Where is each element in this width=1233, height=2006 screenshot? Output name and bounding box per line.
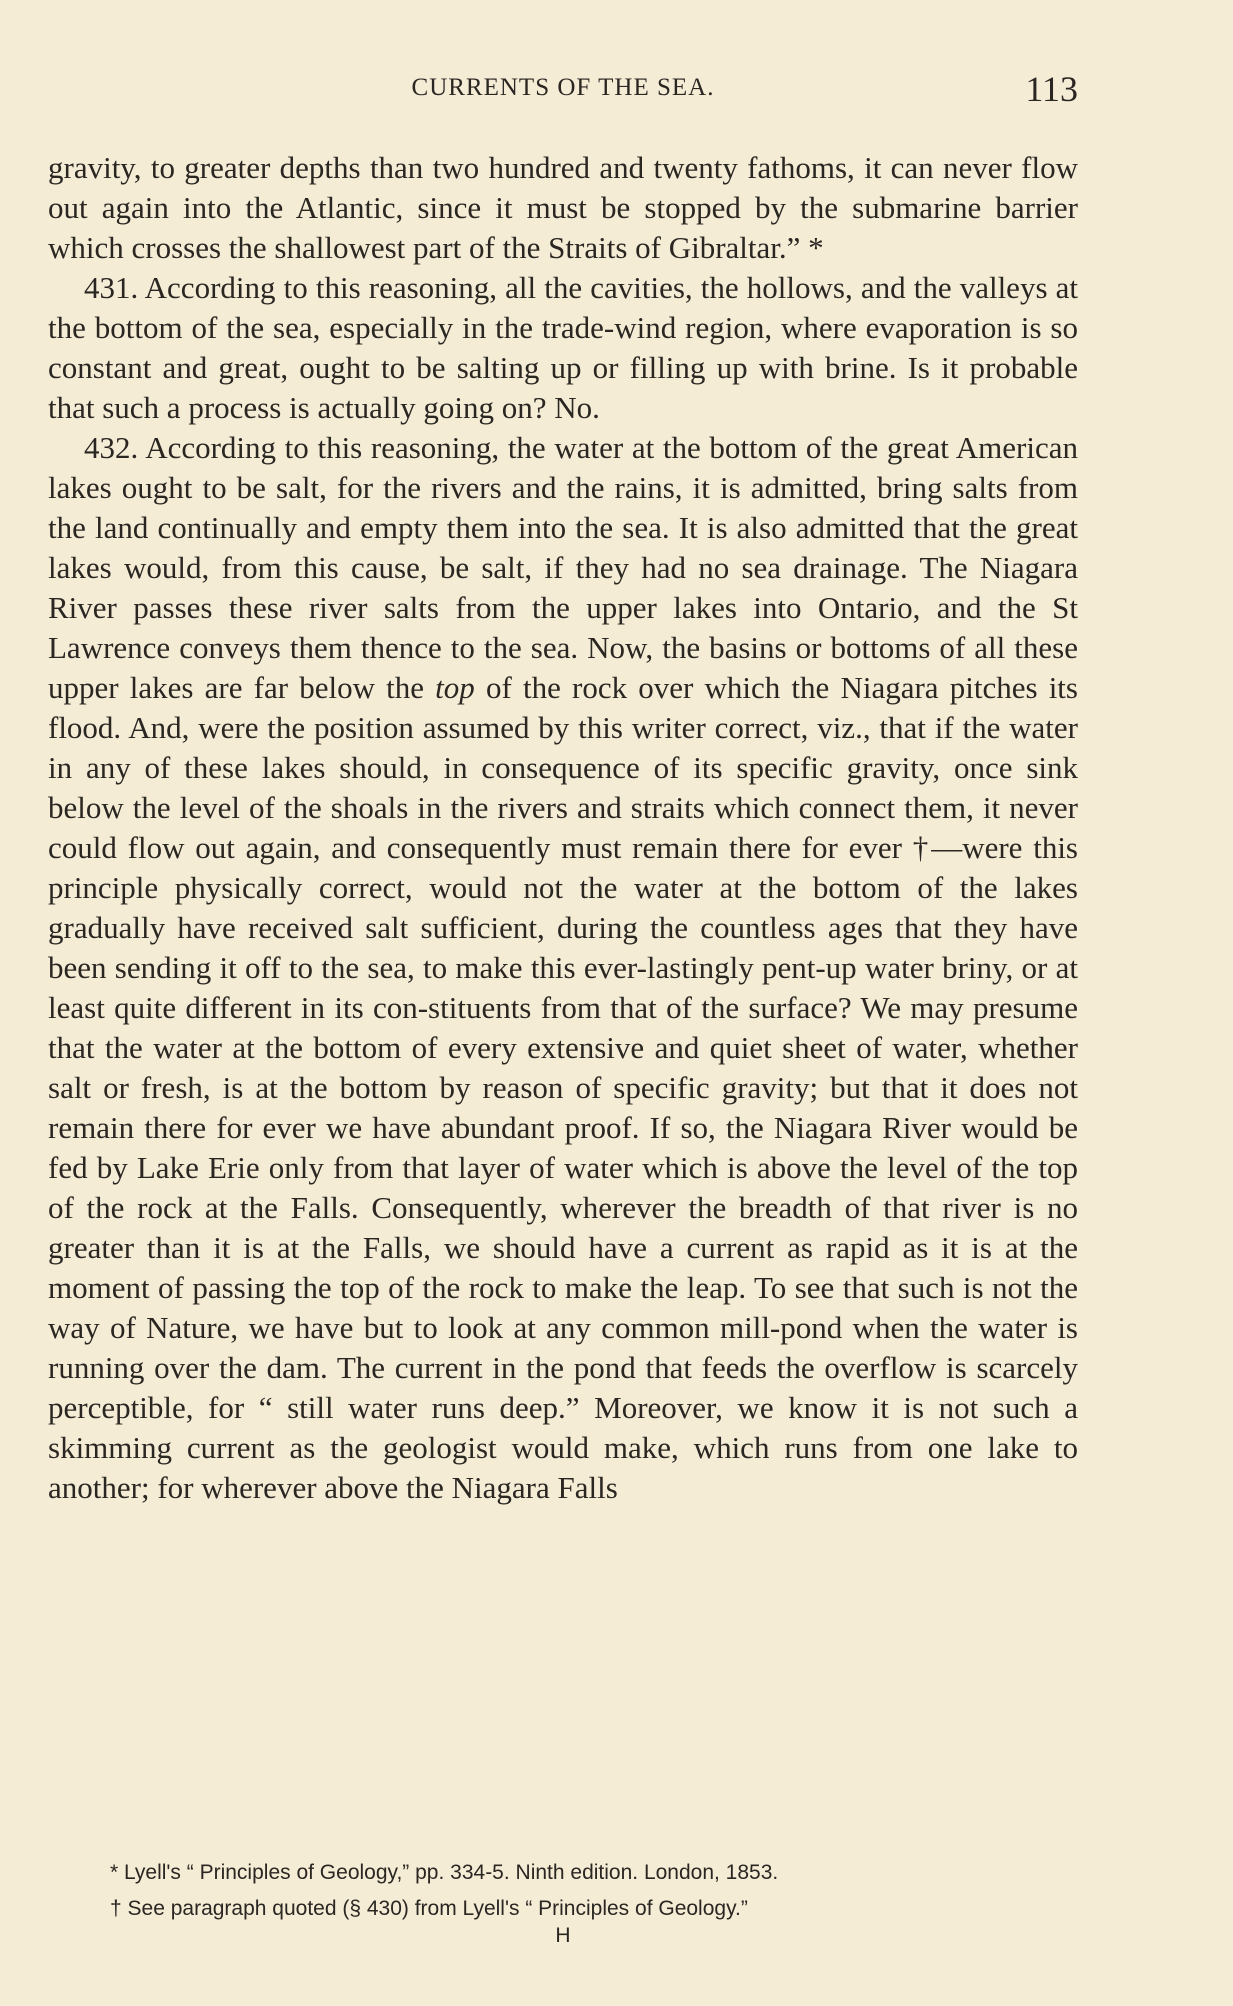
paragraph-432-part-a: 432. According to this reasoning, the water at the bottom of the great American lakes ought to be salt, for the rivers and the rains, it is admitted, bring salts from the land continually and empty them into the sea. It is also admitted that the great lakes would, from this cause, be salt, if they had no sea drainage. The Niagara River passes these river salts from the upper lakes into Ontario, and the St Lawrence conveys them thence to the sea. Now, the basins or bottoms of all these upper lakes are far below the <box>48 430 1078 705</box>
body-text <box>48 148 1078 1508</box>
page-number: 113 <box>1025 69 1078 109</box>
running-head: CURRENTS OF THE SEA. <box>411 74 715 101</box>
signature-mark: H <box>555 1924 571 1947</box>
footnotes <box>48 1855 1078 1927</box>
paragraph-432 <box>48 428 1078 1508</box>
paragraph-continued: gravity, to greater depths than two hundred and twenty fathoms, it can never flow out again into the Atlantic, since it must be stopped by the submarine barrier which crosses the shallowest part of the Straits of Gibraltar.” * <box>48 150 1078 265</box>
footnote-lyell-principles: * Lyell's “ Principles of Geology,” pp. 334-5. Ninth edition. London, 1853. <box>110 1861 779 1884</box>
paragraph-431: 431. According to this reasoning, all the cavities, the hollows, and the valleys at the bottom of the sea, especially in the trade-wind region, where evaporation is so constant and great, ought to be salting up or filling up with brine. Is it probable that such a process is actually going on? No. <box>48 270 1078 425</box>
emphasis-top: top <box>435 670 475 705</box>
paragraph-432-part-b: of the rock over which the Niagara pitches its flood. And, were the position assumed by this writer correct, viz., that if the water in any of these lakes should, in consequence of its specific gravity, once sink below the level of the shoals in the rivers and straits which connect them, it never could flow out again, and consequently must remain there for ever †—were this principle physically correct, would not the water at the bottom of the lakes gradually have received salt sufficient, during the countless ages that they have been sending it off to the sea, to make this ever-lastingly pent-up water briny, or at least quite different in its con-stituents from that of the surface? We may presume that the water at the bottom of every extensive and quiet sheet of water, whether salt or fresh, is at the bottom by reason of specific gravity; but that it does not remain there for ever we have abundant proof. If so, the Niagara River would be fed by Lake Erie only from that layer of water which is above the level of the top of the rock at the Falls. Consequently, wherever the breadth of that river is no greater than it is at the Falls, we should have a current as rapid as it is at the moment of passing the top of the rock to make the leap. To see that such is not the way of Nature, we have but to look at any common mill-pond when the water is running over the dam. The current in the pond that feeds the overflow is scarcely perceptible, for “ still water runs deep.” Moreover, we know it is not such a skimming current as the geologist would make, which runs from one lake to another; for wherever above the Niagara Falls <box>48 670 1078 1505</box>
page-header <box>48 68 1078 108</box>
footnote-paragraph-reference: † See paragraph quoted (§ 430) from Lyell's “ Principles of Geology.” <box>110 1897 748 1920</box>
